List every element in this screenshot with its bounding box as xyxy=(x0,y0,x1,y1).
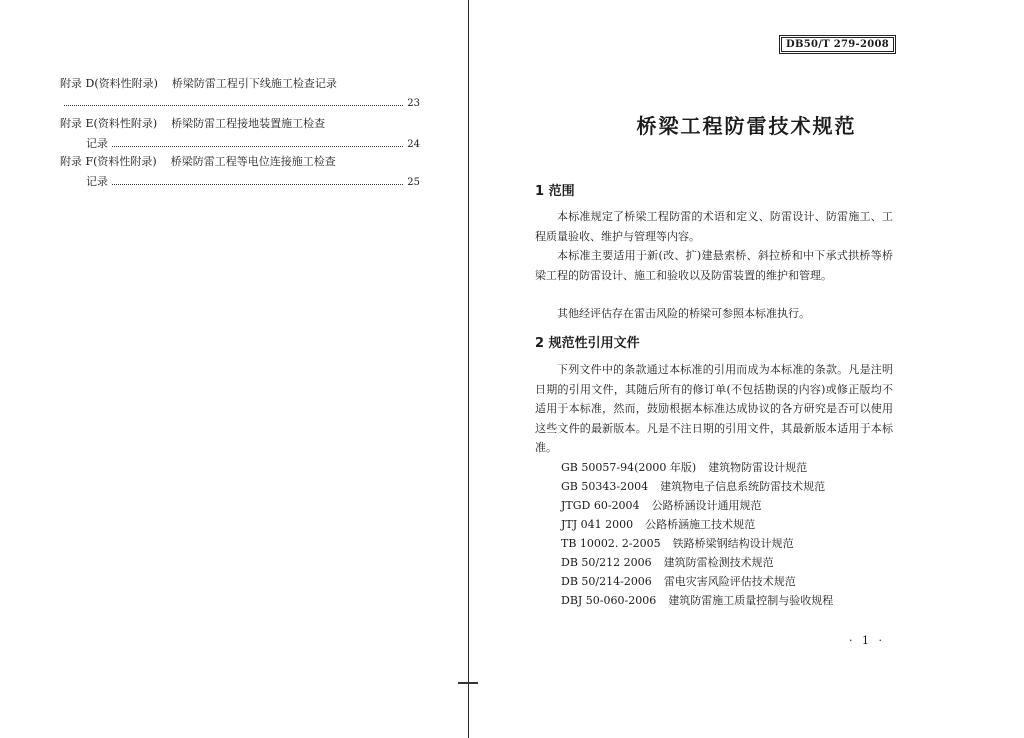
toc-leader-dots xyxy=(112,183,403,185)
paragraph: 本标准主要适用于新(改、扩)建悬索桥、斜拉桥和中下承式拱桥等桥梁工程的防雷设计、施工和验收以及防雷装置的维护和管理。 xyxy=(535,249,893,282)
toc-appendix-label: 附录 F(资料性附录) xyxy=(60,155,157,168)
reference-list xyxy=(561,458,833,610)
toc-leader-dots xyxy=(112,145,403,147)
scan-artifact-mark xyxy=(458,682,478,684)
reference-name: 公路桥涵设计通用规范 xyxy=(651,499,762,512)
paragraph: 其他经评估存在雷击风险的桥梁可参照本标准执行。 xyxy=(557,307,810,320)
reference-item xyxy=(561,496,833,515)
toc-line xyxy=(60,172,420,193)
reference-code: TB 10002. 2-2005 xyxy=(561,537,661,550)
reference-name: 建筑防雷检测技术规范 xyxy=(663,556,774,569)
toc-entry-appendix-e[interactable] xyxy=(60,114,420,155)
toc-entry-appendix-f[interactable] xyxy=(60,152,420,193)
reference-item xyxy=(561,591,833,610)
reference-code: GB 50057-94(2000 年版) xyxy=(561,461,697,474)
reference-code: GB 50343-2004 xyxy=(561,480,649,493)
reference-code: DBJ 50-060-2006 xyxy=(561,594,657,607)
toc-page-number: 23 xyxy=(407,98,420,109)
reference-item xyxy=(561,458,833,477)
reference-name: 雷电灾害风险评估技术规范 xyxy=(663,575,796,588)
reference-item xyxy=(561,477,833,496)
reference-item xyxy=(561,515,833,534)
toc-page-number: 25 xyxy=(407,177,420,188)
reference-code: JTJ 041 2000 xyxy=(561,518,634,531)
toc-entry-title-continued: 记录 xyxy=(86,175,108,188)
toc-line xyxy=(60,94,420,114)
toc-entry-title: 桥梁防雷工程等电位连接施工检查 xyxy=(170,155,336,168)
reference-code: DB 50/212 2006 xyxy=(561,556,652,569)
reference-item xyxy=(561,572,833,591)
left-page xyxy=(0,0,468,738)
reference-code: DB 50/214-2006 xyxy=(561,575,652,588)
toc-entry-title-continued: 记录 xyxy=(86,137,108,150)
toc-line xyxy=(60,152,420,172)
right-page xyxy=(469,0,1024,738)
toc-entry-appendix-d[interactable] xyxy=(60,74,420,114)
page-number: · 1 · xyxy=(849,634,885,647)
section-heading-normative-references: 2 规范性引用文件 xyxy=(535,336,640,351)
toc-line xyxy=(60,74,420,94)
toc-leader-dots xyxy=(64,104,403,106)
reference-name: 铁路桥梁钢结构设计规范 xyxy=(672,537,794,550)
reference-name: 建筑物防雷设计规范 xyxy=(708,461,808,474)
paragraph: 下列文件中的条款通过本标准的引用而成为本标准的条款。凡是注明日期的引用文件，其随后所有的修订单(不包括勘误的内容)或修正版均不适用于本标准，然而，鼓励根据本标准达成协议的各方研究是否可以使用这些文件的最新版本。凡是不注日期的引用文件，其最新版本适用于本标准。 xyxy=(535,363,893,454)
reference-code: JTGD 60-2004 xyxy=(561,499,640,512)
reference-item xyxy=(561,534,833,553)
toc-line xyxy=(60,114,420,134)
paragraph: 本标准规定了桥梁工程防雷的术语和定义、防雷设计、防雷施工、工程质量验收、维护与管理等内容。 xyxy=(535,210,893,243)
toc-entry-title: 桥梁防雷工程接地装置施工检查 xyxy=(171,117,326,130)
toc-entry-title: 桥梁防雷工程引下线施工检查记录 xyxy=(171,77,337,90)
reference-name: 建筑防雷施工质量控制与验收规程 xyxy=(668,594,834,607)
toc-appendix-label: 附录 D(资料性附录) xyxy=(60,77,158,90)
reference-item xyxy=(561,553,833,572)
standard-number-box: DB50/T 279-2008 xyxy=(781,37,894,52)
toc-page-number: 24 xyxy=(407,139,420,150)
reference-name: 建筑物电子信息系统防雷技术规范 xyxy=(660,480,826,493)
reference-name: 公路桥涵施工技术规范 xyxy=(645,518,756,531)
section-heading-scope: 1 范围 xyxy=(535,184,575,199)
toc-appendix-label: 附录 E(资料性附录) xyxy=(60,117,158,130)
document-title: 桥梁工程防雷技术规范 xyxy=(636,114,857,138)
